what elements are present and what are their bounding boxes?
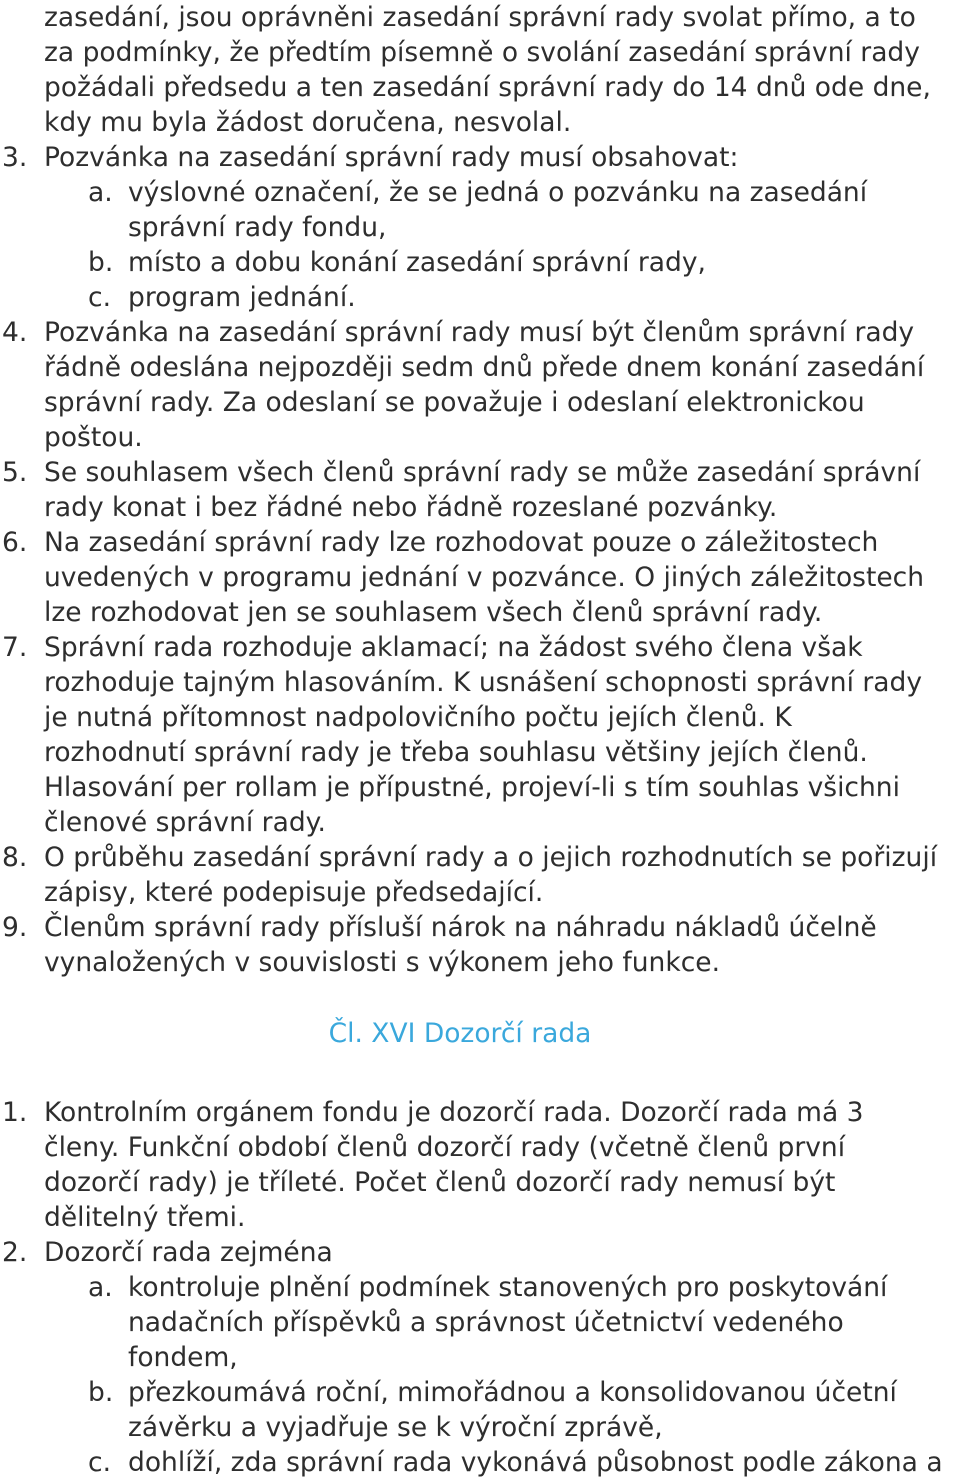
item-text <box>44 1235 956 1270</box>
item-text <box>44 315 956 455</box>
text-line: místo a dobu konání zasedání správní rady, <box>128 247 706 278</box>
item-text <box>44 455 956 525</box>
text-line: rozhodnutí správní rady je třeba souhlasu většiny jejích členů. <box>44 737 868 768</box>
text-line: lze rozhodovat jen se souhlasem všech členů správní rady. <box>44 597 823 628</box>
text-line: dozorčí rady) je tříleté. Počet členů dozorčí rady nemusí být <box>44 1167 836 1198</box>
text-line: poštou. <box>44 422 143 453</box>
item-number: 8. <box>2 842 28 873</box>
text-line: Hlasování per rollam je přípustné, projeví-li s tím souhlas všichni <box>44 772 900 803</box>
sub-item-text <box>128 1445 958 1480</box>
sub-item-letter: b. <box>88 1377 114 1408</box>
text-line: správní rady. Za odeslaní se považuje i odeslaní elektronickou <box>44 387 865 418</box>
item-text <box>44 140 956 175</box>
text-line: rozhoduje tajným hlasováním. K usnášení schopnosti správní rady <box>44 667 923 698</box>
text-line: členové správní rady. <box>44 807 326 838</box>
text-line: řádně odeslána nejpozději sedm dnů přede dnem konání zasedání <box>44 352 925 383</box>
text-line: fondem, <box>128 1342 238 1373</box>
text-line: kdy mu byla žádost doručena, nesvolal. <box>44 107 572 138</box>
item-text <box>44 525 956 630</box>
sub-item-letter: a. <box>88 177 113 208</box>
text-line: přezkoumává roční, mimořádnou a konsolidovanou účetní <box>128 1377 897 1408</box>
text-line: vynaložených v souvislosti s výkonem jeho funkce. <box>44 947 720 978</box>
intro-paragraph <box>44 0 954 140</box>
text-line: O průběhu zasedání správní rady a o jejich rozhodnutích se pořizují <box>44 842 938 873</box>
text-line: program jednání. <box>128 282 356 313</box>
item-text <box>44 630 956 840</box>
item-number: 3. <box>2 142 28 173</box>
text-line: zasedání, jsou oprávněni zasedání správní rady svolat přímo, a to <box>44 2 916 33</box>
section-heading-text: Čl. XVI Dozorčí rada <box>328 1018 592 1049</box>
sub-item-letter: a. <box>88 1272 113 1303</box>
sub-item-text <box>128 1375 958 1445</box>
text-line: správní rady fondu, <box>128 212 387 243</box>
item-text <box>44 910 956 980</box>
text-line: je nutná přítomnost nadpolovičního počtu jejích členů. K <box>44 702 792 733</box>
sub-item-text <box>128 245 958 280</box>
item-text <box>44 1095 956 1235</box>
text-line: Se souhlasem všech členů správní rady se může zasedání správní <box>44 457 921 488</box>
sub-item-text <box>128 175 958 245</box>
text-line: Na zasedání správní rady lze rozhodovat pouze o záležitostech <box>44 527 879 558</box>
text-line: nadačních příspěvků a správnost účetnictví vedeného <box>128 1307 844 1338</box>
text-line: kontroluje plnění podmínek stanovených pro poskytování <box>128 1272 888 1303</box>
text-line: Pozvánka na zasedání správní rady musí být členům správní rady <box>44 317 915 348</box>
text-line: za podmínky, že předtím písemně o svolání zasedání správní rady <box>44 37 920 68</box>
item-number: 7. <box>2 632 28 663</box>
text-line: výslovné označení, že se jedná o pozvánku na zasedání <box>128 177 868 208</box>
text-line: Správní rada rozhoduje aklamací; na žádost svého člena však <box>44 632 863 663</box>
sub-item-letter: c. <box>88 282 111 313</box>
item-number: 9. <box>2 912 28 943</box>
item-number: 6. <box>2 527 28 558</box>
text-line: uvedených v programu jednání v pozvánce. O jiných záležitostech <box>44 562 925 593</box>
sub-item-text <box>128 1270 958 1375</box>
text-line: Členům správní rady přísluší nárok na náhradu nákladů účelně <box>44 912 877 943</box>
section-heading <box>0 1016 960 1051</box>
text-line: dohlíží, zda správní rada vykonává působnost podle zákona a <box>128 1447 943 1478</box>
item-number: 2. <box>2 1237 28 1268</box>
text-line: zápisy, které podepisuje předsedající. <box>44 877 544 908</box>
text-line: Pozvánka na zasedání správní rady musí obsahovat: <box>44 142 739 173</box>
sub-item-letter: b. <box>88 247 114 278</box>
text-line: požádali předsedu a ten zasedání správní rady do 14 dnů ode dne, <box>44 72 931 103</box>
sub-item-text <box>128 280 958 315</box>
sub-item-letter: c. <box>88 1447 111 1478</box>
item-number: 1. <box>2 1097 28 1128</box>
text-line: členy. Funkční období členů dozorčí rady (včetně členů první <box>44 1132 846 1163</box>
text-line: Dozorčí rada zejména <box>44 1237 333 1268</box>
item-text <box>44 840 956 910</box>
text-line: Kontrolním orgánem fondu je dozorčí rada. Dozorčí rada má 3 <box>44 1097 864 1128</box>
text-line: závěrku a vyjadřuje se k výroční zprávě, <box>128 1412 663 1443</box>
text-line: rady konat i bez řádné nebo řádně rozeslané pozvánky. <box>44 492 778 523</box>
text-line: dělitelný třemi. <box>44 1202 246 1233</box>
item-number: 5. <box>2 457 28 488</box>
item-number: 4. <box>2 317 28 348</box>
